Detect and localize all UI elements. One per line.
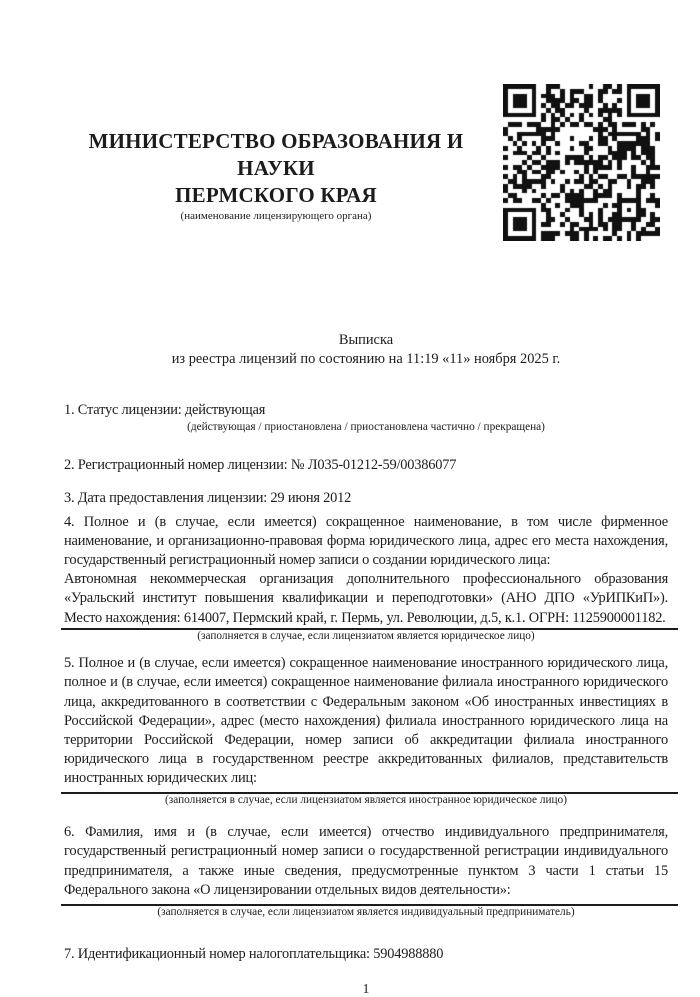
issuer-name-line2: ПЕРМСКОГО КРАЯ [175, 183, 377, 207]
license-date-text: 3. Дата предоставления лицензии: 29 июня 2012 [64, 490, 352, 507]
item-legal-entity [64, 513, 668, 644]
issuer-header [64, 128, 488, 223]
registration-number-text: 2. Регистрационный номер лицензии: № Л035-01212-59/00386077 [64, 457, 457, 474]
item-license-status [64, 401, 668, 434]
document-heading [64, 331, 668, 369]
legal-entity-label: 4. Полное и (в случае, если имеется) сокращенное наименование, в том числе фирменное наименование, и организационно-правовая форма юридического лица, адрес его места нахождения, государственный регистрационный номер записи о создании юридического лица: [64, 513, 668, 568]
issuer-caption: (наименование лицензирующего органа) [180, 210, 372, 222]
foreign-entity-label: 5. Полное и (в случае, если имеется) сокращенное наименование иностранного юридического лица, полное и (в случае, если имеется) сокращенное наименование филиала иностранного юридического лица, аккредитованного в соответствии с Федеральным законом «Об иностранных инвестициях в Российской Федерации», адрес (место нахождения) филиала иностранного юридического лица на территории Российской Федерации, номер записи об аккредитации филиала иностранного юридического лица в государственном реестре аккредитованных филиалов, представительств иностранных юридических лиц: [64, 655, 668, 787]
license-status-caption: (действующая / приостановлена / приостановлена частично / прекращена) [187, 420, 545, 433]
document-subtitle: из реестра лицензий по состоянию на 11:19 «11» ноября 2025 г. [171, 351, 561, 368]
issuer-name [64, 128, 488, 209]
document-title: Выписка [338, 332, 394, 348]
issuer-name-line1: МИНИСТЕРСТВО ОБРАЗОВАНИЯ И НАУКИ [88, 129, 464, 180]
taxpayer-number-text: 7. Идентификационный номер налогоплательщика: 5904988880 [64, 946, 444, 963]
legal-entity-value: Автономная некоммерческая организация дополнительного профессионального образования «Уральский институт повышения квалификации и переподготовки» (АНО ДПО «УрИПКиП»). Место нахождения: 614007, Пермский край, г. Пермь, ул. Революции, д.5, к.1. ОГРН: 1125900001182. [64, 571, 668, 626]
item-taxpayer-number [64, 945, 668, 964]
document-content [64, 0, 668, 997]
individual-entrepreneur-label: 6. Фамилия, имя и (в случае, если имеется) отчество индивидуального предпринимателя, государственный регистрационный номер записи о государственной регистрации индивидуального предпринимателя, а также иные сведения, предусмотренные пунктом 3 части 1 статьи 15 Федерального закона «О лицензировании отдельных видов деятельности»: [64, 824, 668, 898]
item-individual-entrepreneur [64, 823, 668, 919]
foreign-entity-rule-caption: (заполняется в случае, если лицензиатом является иностранное юридическое лицо) [165, 793, 567, 806]
page-number: 1 [362, 980, 370, 996]
legal-entity-rule-caption: (заполняется в случае, если лицензиатом является юридическое лицо) [197, 629, 535, 642]
individual-entrepreneur-rule-caption: (заполняется в случае, если лицензиатом является индивидуальный предприниматель) [157, 905, 575, 918]
item-license-date [64, 489, 668, 508]
license-status-text: 1. Статус лицензии: действующая [64, 402, 266, 419]
item-foreign-entity [64, 654, 668, 807]
item-registration-number [64, 456, 668, 475]
